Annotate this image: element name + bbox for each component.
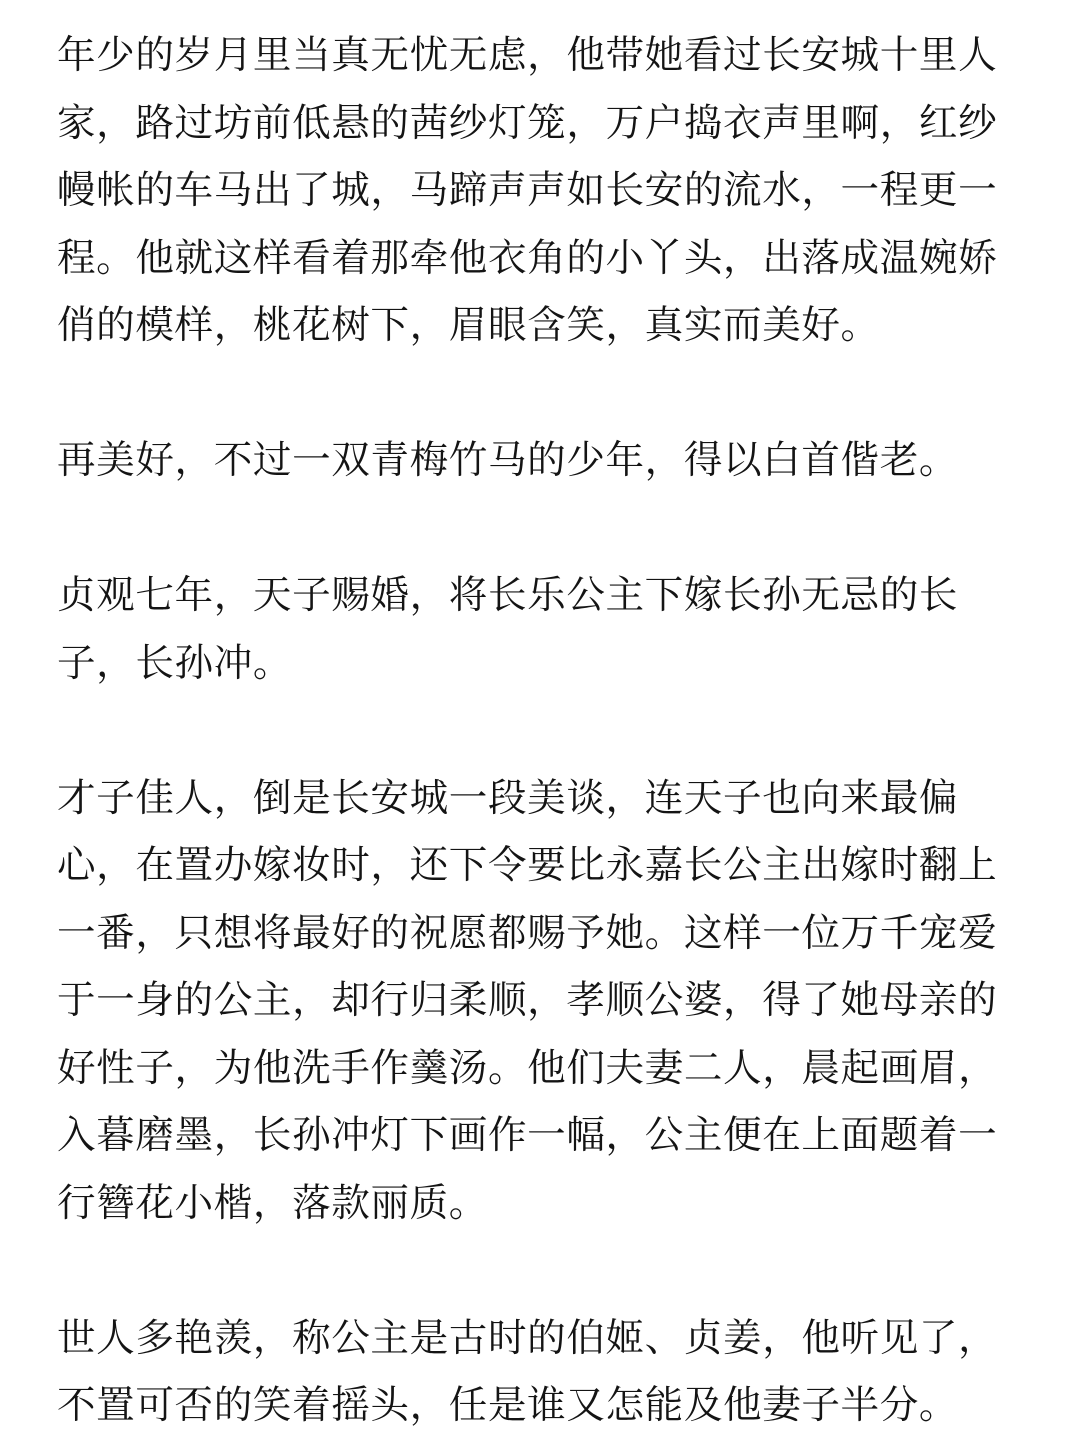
text-line: 世人多艳羡，称公主是古时的伯姬、贞姜，他听见了， <box>57 1315 998 1361</box>
paragraph-gap <box>57 360 1018 428</box>
paragraph-2 <box>57 427 1018 495</box>
paragraph-4 <box>57 765 1018 1238</box>
text-line: 一番，只想将最好的祝愿都赐予她。这样一位万千宠爱 <box>57 910 998 956</box>
text-line: 行簪花小楷，落款丽质。 <box>57 1180 488 1226</box>
text-line: 贞观七年，天子赐婚，将长乐公主下嫁长孙无忌的长 <box>57 573 959 618</box>
text-line: 再美好，不过一双青梅竹马的少年，得以白首偕老。 <box>57 438 959 483</box>
text-line: 入暮磨墨，长孙冲灯下画作一幅，公主便在上面题着一 <box>57 1113 998 1158</box>
paragraph-gap <box>57 495 1018 563</box>
text-line: 家，路过坊前低悬的茜纱灯笼，万户捣衣声里啊，红纱 <box>57 100 998 146</box>
paragraph-gap <box>57 697 1018 765</box>
text-line: 不置可否的笑着摇头，任是谁又怎能及他妻子半分。 <box>57 1383 959 1428</box>
text-line: 幔帐的车马出了城，马蹄声声如长安的流水，一程更一 <box>57 168 998 213</box>
paragraph-5 <box>57 1305 1018 1440</box>
text-line: 程。他就这样看着那牵他衣角的小丫头，出落成温婉娇 <box>57 235 998 281</box>
paragraph-3 <box>57 562 1018 697</box>
text-line: 好性子，为他洗手作羹汤。他们夫妻二人，晨起画眉， <box>57 1045 998 1091</box>
text-line: 于一身的公主，却行归柔顺，孝顺公婆，得了她母亲的 <box>57 978 998 1023</box>
text-line: 俏的模样，桃花树下，眉眼含笑，真实而美好。 <box>57 303 880 348</box>
text-line: 年少的岁月里当真无忧无虑，他带她看过长安城十里人 <box>57 33 998 78</box>
paragraph-1 <box>57 22 1018 360</box>
text-line: 心，在置办嫁妆时，还下令要比永嘉长公主出嫁时翻上 <box>57 843 998 888</box>
text-line: 子，长孙冲。 <box>57 640 293 686</box>
text-line: 才子佳人，倒是长安城一段美谈，连天子也向来最偏 <box>57 775 959 821</box>
paragraph-gap <box>57 1237 1018 1305</box>
